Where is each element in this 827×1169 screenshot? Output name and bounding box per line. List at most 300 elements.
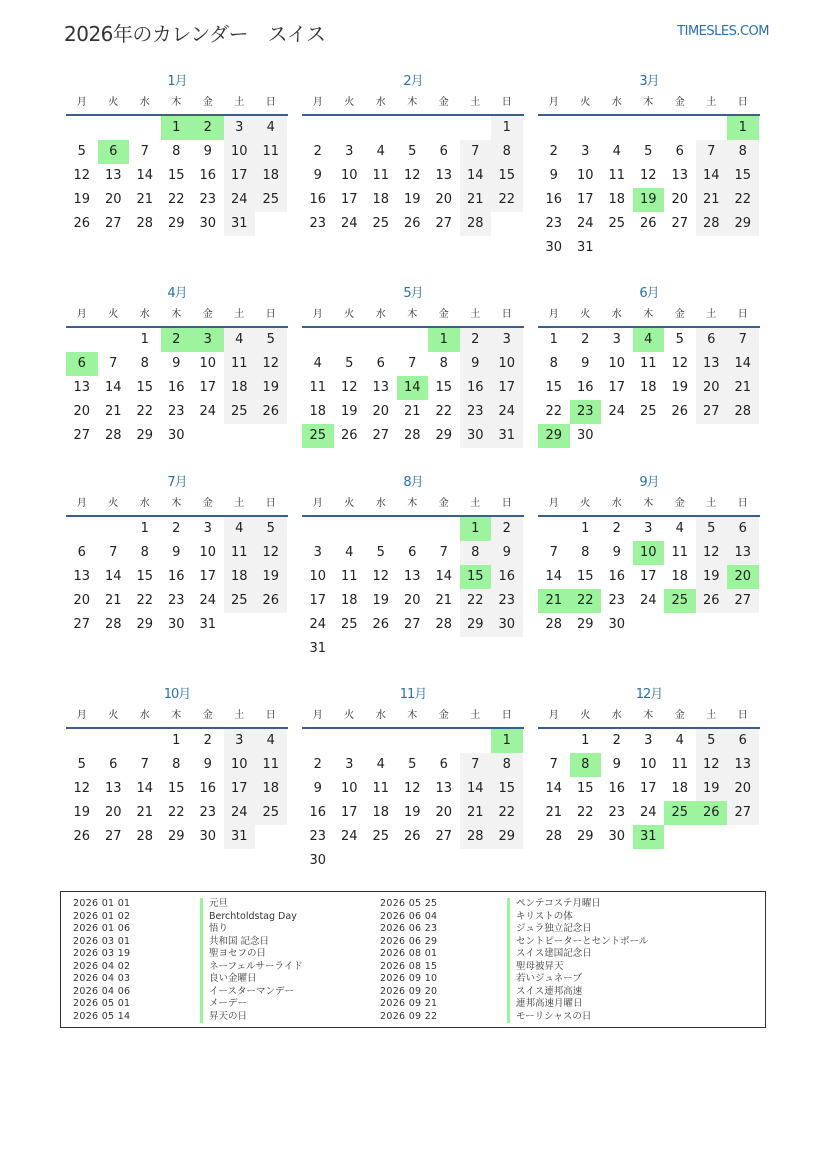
day-cell[interactable]: 28 xyxy=(104,428,122,443)
day-cell-holiday[interactable]: 3 xyxy=(192,328,224,352)
day-cell[interactable]: 20 xyxy=(435,805,453,820)
day-cell-holiday[interactable]: 25 xyxy=(664,801,696,825)
day-cell[interactable]: 10 xyxy=(224,140,256,164)
day-cell[interactable]: 22 xyxy=(545,404,563,419)
day-cell[interactable]: 21 xyxy=(545,805,563,820)
day-cell[interactable]: 24 xyxy=(199,404,217,419)
day-cell[interactable]: 8 xyxy=(549,356,558,371)
day-cell[interactable]: 28 xyxy=(104,617,122,632)
day-cell[interactable]: 20 xyxy=(104,192,122,207)
day-cell[interactable]: 14 xyxy=(136,168,154,183)
day-cell[interactable]: 18 xyxy=(639,380,657,395)
day-cell[interactable]: 8 xyxy=(491,753,523,777)
day-cell[interactable]: 27 xyxy=(104,829,122,844)
day-cell[interactable]: 16 xyxy=(608,569,626,584)
day-cell[interactable]: 11 xyxy=(340,569,358,584)
day-cell[interactable]: 15 xyxy=(576,781,594,796)
day-cell[interactable]: 7 xyxy=(549,757,558,772)
day-cell[interactable]: 11 xyxy=(255,753,287,777)
day-cell[interactable]: 20 xyxy=(671,192,689,207)
day-cell[interactable]: 8 xyxy=(460,541,492,565)
day-cell[interactable]: 4 xyxy=(224,328,256,352)
day-cell[interactable]: 15 xyxy=(435,380,453,395)
day-cell[interactable]: 13 xyxy=(671,168,689,183)
day-cell[interactable]: 8 xyxy=(439,356,448,371)
day-cell[interactable]: 22 xyxy=(491,188,523,212)
day-cell[interactable]: 16 xyxy=(167,569,185,584)
day-cell[interactable]: 22 xyxy=(576,805,594,820)
day-cell[interactable]: 27 xyxy=(104,216,122,231)
day-cell-holiday[interactable]: 1 xyxy=(428,328,460,352)
day-cell[interactable]: 25 xyxy=(639,404,657,419)
day-cell[interactable]: 28 xyxy=(136,829,154,844)
day-cell[interactable]: 25 xyxy=(372,829,390,844)
day-cell[interactable]: 5 xyxy=(408,757,417,772)
day-cell[interactable]: 24 xyxy=(224,801,256,825)
day-cell[interactable]: 7 xyxy=(460,140,492,164)
day-cell[interactable]: 20 xyxy=(372,404,390,419)
day-cell[interactable]: 23 xyxy=(608,805,626,820)
day-cell[interactable]: 21 xyxy=(104,404,122,419)
day-cell[interactable]: 15 xyxy=(136,380,154,395)
day-cell[interactable]: 27 xyxy=(73,428,91,443)
day-cell[interactable]: 24 xyxy=(639,805,657,820)
day-cell[interactable]: 3 xyxy=(644,733,653,748)
day-cell[interactable]: 24 xyxy=(340,216,358,231)
day-cell[interactable]: 18 xyxy=(608,192,626,207)
day-cell-holiday[interactable]: 10 xyxy=(633,541,665,565)
day-cell[interactable]: 19 xyxy=(255,376,287,400)
day-cell[interactable]: 28 xyxy=(460,825,492,849)
day-cell[interactable]: 26 xyxy=(372,617,390,632)
day-cell-holiday[interactable]: 19 xyxy=(633,188,665,212)
day-cell-holiday[interactable]: 2 xyxy=(192,116,224,140)
day-cell[interactable]: 18 xyxy=(372,805,390,820)
day-cell[interactable]: 25 xyxy=(340,617,358,632)
day-cell[interactable]: 7 xyxy=(109,356,118,371)
day-cell[interactable]: 14 xyxy=(136,781,154,796)
day-cell-holiday[interactable]: 1 xyxy=(161,116,193,140)
day-cell[interactable]: 8 xyxy=(491,140,523,164)
day-cell[interactable]: 30 xyxy=(167,428,185,443)
day-cell[interactable]: 6 xyxy=(376,356,385,371)
day-cell[interactable]: 20 xyxy=(435,192,453,207)
day-cell[interactable]: 26 xyxy=(255,589,287,613)
day-cell[interactable]: 10 xyxy=(491,352,523,376)
day-cell-holiday[interactable]: 23 xyxy=(570,400,602,424)
day-cell[interactable]: 8 xyxy=(140,356,149,371)
day-cell[interactable]: 9 xyxy=(460,352,492,376)
day-cell[interactable]: 18 xyxy=(372,192,390,207)
day-cell[interactable]: 13 xyxy=(727,541,759,565)
day-cell[interactable]: 13 xyxy=(403,569,421,584)
day-cell[interactable]: 19 xyxy=(696,565,728,589)
day-cell[interactable]: 5 xyxy=(408,144,417,159)
day-cell[interactable]: 18 xyxy=(255,777,287,801)
day-cell-holiday[interactable]: 4 xyxy=(633,328,665,352)
day-cell[interactable]: 15 xyxy=(167,168,185,183)
day-cell-holiday[interactable]: 1 xyxy=(460,517,492,541)
day-cell[interactable]: 27 xyxy=(435,216,453,231)
day-cell[interactable]: 9 xyxy=(581,356,590,371)
day-cell[interactable]: 22 xyxy=(136,593,154,608)
day-cell[interactable]: 16 xyxy=(545,192,563,207)
day-cell-holiday[interactable]: 25 xyxy=(664,589,696,613)
day-cell[interactable]: 19 xyxy=(255,565,287,589)
day-cell[interactable]: 4 xyxy=(255,116,287,140)
day-cell[interactable]: 10 xyxy=(608,356,626,371)
day-cell[interactable]: 10 xyxy=(639,757,657,772)
day-cell[interactable]: 17 xyxy=(199,380,217,395)
day-cell[interactable]: 29 xyxy=(576,829,594,844)
day-cell[interactable]: 30 xyxy=(167,617,185,632)
day-cell[interactable]: 4 xyxy=(675,521,684,536)
day-cell[interactable]: 31 xyxy=(224,212,256,236)
day-cell[interactable]: 16 xyxy=(199,781,217,796)
day-cell[interactable]: 5 xyxy=(696,517,728,541)
day-cell[interactable]: 18 xyxy=(340,593,358,608)
day-cell[interactable]: 30 xyxy=(608,829,626,844)
day-cell[interactable]: 8 xyxy=(727,140,759,164)
day-cell[interactable]: 17 xyxy=(639,569,657,584)
day-cell[interactable]: 8 xyxy=(172,757,181,772)
day-cell[interactable]: 30 xyxy=(608,617,626,632)
day-cell[interactable]: 3 xyxy=(313,545,322,560)
day-cell[interactable]: 3 xyxy=(345,757,354,772)
day-cell[interactable]: 16 xyxy=(491,565,523,589)
day-cell[interactable]: 2 xyxy=(549,144,558,159)
day-cell[interactable]: 15 xyxy=(576,569,594,584)
day-cell[interactable]: 6 xyxy=(109,757,118,772)
day-cell[interactable]: 9 xyxy=(203,144,212,159)
day-cell[interactable]: 6 xyxy=(439,757,448,772)
day-cell[interactable]: 20 xyxy=(403,593,421,608)
day-cell[interactable]: 26 xyxy=(73,216,91,231)
day-cell[interactable]: 8 xyxy=(172,144,181,159)
day-cell[interactable]: 25 xyxy=(255,188,287,212)
day-cell[interactable]: 13 xyxy=(73,569,91,584)
day-cell[interactable]: 29 xyxy=(460,613,492,637)
day-cell[interactable]: 16 xyxy=(460,376,492,400)
day-cell[interactable]: 10 xyxy=(199,545,217,560)
day-cell[interactable]: 16 xyxy=(576,380,594,395)
day-cell[interactable]: 21 xyxy=(403,404,421,419)
day-cell[interactable]: 25 xyxy=(372,216,390,231)
day-cell[interactable]: 30 xyxy=(491,613,523,637)
day-cell[interactable]: 19 xyxy=(73,192,91,207)
day-cell[interactable]: 5 xyxy=(77,144,86,159)
day-cell[interactable]: 2 xyxy=(313,144,322,159)
day-cell[interactable]: 13 xyxy=(435,168,453,183)
day-cell[interactable]: 11 xyxy=(224,352,256,376)
day-cell[interactable]: 28 xyxy=(545,829,563,844)
day-cell[interactable]: 20 xyxy=(73,404,91,419)
day-cell[interactable]: 15 xyxy=(491,164,523,188)
day-cell[interactable]: 31 xyxy=(576,240,594,255)
day-cell-holiday[interactable]: 31 xyxy=(633,825,665,849)
day-cell[interactable]: 25 xyxy=(224,589,256,613)
day-cell-holiday[interactable]: 25 xyxy=(302,424,334,448)
day-cell[interactable]: 16 xyxy=(167,380,185,395)
day-cell[interactable]: 11 xyxy=(255,140,287,164)
day-cell[interactable]: 6 xyxy=(439,144,448,159)
day-cell[interactable]: 18 xyxy=(671,781,689,796)
day-cell[interactable]: 9 xyxy=(172,356,181,371)
day-cell[interactable]: 10 xyxy=(576,168,594,183)
day-cell[interactable]: 9 xyxy=(612,757,621,772)
day-cell[interactable]: 25 xyxy=(255,801,287,825)
day-cell[interactable]: 29 xyxy=(727,212,759,236)
day-cell[interactable]: 13 xyxy=(104,781,122,796)
day-cell[interactable]: 22 xyxy=(727,188,759,212)
day-cell[interactable]: 21 xyxy=(136,192,154,207)
day-cell[interactable]: 29 xyxy=(491,825,523,849)
day-cell[interactable]: 18 xyxy=(224,565,256,589)
day-cell[interactable]: 9 xyxy=(203,757,212,772)
day-cell[interactable]: 21 xyxy=(727,376,759,400)
day-cell[interactable]: 30 xyxy=(199,829,217,844)
day-cell[interactable]: 26 xyxy=(255,400,287,424)
day-cell[interactable]: 23 xyxy=(199,805,217,820)
day-cell[interactable]: 11 xyxy=(224,541,256,565)
day-cell[interactable]: 30 xyxy=(576,428,594,443)
day-cell[interactable]: 8 xyxy=(140,545,149,560)
day-cell[interactable]: 2 xyxy=(612,733,621,748)
day-cell[interactable]: 23 xyxy=(460,400,492,424)
day-cell[interactable]: 23 xyxy=(491,589,523,613)
day-cell[interactable]: 28 xyxy=(696,212,728,236)
day-cell[interactable]: 31 xyxy=(224,825,256,849)
day-cell[interactable]: 7 xyxy=(439,545,448,560)
day-cell[interactable]: 3 xyxy=(203,521,212,536)
day-cell[interactable]: 19 xyxy=(372,593,390,608)
day-cell[interactable]: 27 xyxy=(403,617,421,632)
day-cell[interactable]: 12 xyxy=(403,781,421,796)
day-cell[interactable]: 6 xyxy=(727,517,759,541)
day-cell[interactable]: 10 xyxy=(309,569,327,584)
day-cell[interactable]: 24 xyxy=(576,216,594,231)
day-cell[interactable]: 28 xyxy=(403,428,421,443)
day-cell[interactable]: 13 xyxy=(372,380,390,395)
day-cell[interactable]: 24 xyxy=(491,400,523,424)
day-cell[interactable]: 12 xyxy=(696,753,728,777)
day-cell[interactable]: 3 xyxy=(644,521,653,536)
day-cell[interactable]: 23 xyxy=(199,192,217,207)
day-cell[interactable]: 16 xyxy=(608,781,626,796)
day-cell[interactable]: 5 xyxy=(696,729,728,753)
day-cell[interactable]: 4 xyxy=(376,144,385,159)
day-cell[interactable]: 14 xyxy=(460,777,492,801)
day-cell[interactable]: 6 xyxy=(77,545,86,560)
day-cell[interactable]: 7 xyxy=(549,545,558,560)
day-cell[interactable]: 9 xyxy=(313,781,322,796)
day-cell[interactable]: 3 xyxy=(581,144,590,159)
day-cell[interactable]: 25 xyxy=(224,400,256,424)
day-cell[interactable]: 22 xyxy=(167,192,185,207)
day-cell[interactable]: 9 xyxy=(313,168,322,183)
day-cell[interactable]: 12 xyxy=(696,541,728,565)
day-cell[interactable]: 3 xyxy=(224,729,256,753)
day-cell[interactable]: 21 xyxy=(104,593,122,608)
day-cell[interactable]: 26 xyxy=(73,829,91,844)
day-cell[interactable]: 17 xyxy=(224,164,256,188)
day-cell[interactable]: 1 xyxy=(491,116,523,140)
day-cell[interactable]: 2 xyxy=(203,733,212,748)
day-cell[interactable]: 13 xyxy=(435,781,453,796)
day-cell[interactable]: 14 xyxy=(696,164,728,188)
day-cell[interactable]: 9 xyxy=(172,545,181,560)
day-cell[interactable]: 19 xyxy=(696,777,728,801)
day-cell[interactable]: 12 xyxy=(255,541,287,565)
day-cell[interactable]: 26 xyxy=(639,216,657,231)
day-cell[interactable]: 18 xyxy=(255,164,287,188)
day-cell[interactable]: 21 xyxy=(136,805,154,820)
day-cell[interactable]: 21 xyxy=(460,188,492,212)
day-cell[interactable]: 13 xyxy=(696,352,728,376)
day-cell[interactable]: 16 xyxy=(309,192,327,207)
day-cell[interactable]: 29 xyxy=(136,428,154,443)
day-cell[interactable]: 26 xyxy=(671,404,689,419)
day-cell[interactable]: 11 xyxy=(608,168,626,183)
day-cell[interactable]: 24 xyxy=(608,404,626,419)
day-cell[interactable]: 2 xyxy=(612,521,621,536)
day-cell[interactable]: 19 xyxy=(403,192,421,207)
day-cell[interactable]: 15 xyxy=(727,164,759,188)
day-cell[interactable]: 27 xyxy=(671,216,689,231)
day-cell-holiday[interactable]: 14 xyxy=(397,376,429,400)
site-logo[interactable]: TIMESLES.COM xyxy=(677,24,769,39)
day-cell-holiday[interactable]: 26 xyxy=(696,801,728,825)
day-cell[interactable]: 17 xyxy=(639,781,657,796)
day-cell[interactable]: 4 xyxy=(376,757,385,772)
day-cell[interactable]: 7 xyxy=(460,753,492,777)
day-cell-holiday[interactable]: 15 xyxy=(460,565,492,589)
day-cell[interactable]: 29 xyxy=(167,216,185,231)
day-cell[interactable]: 27 xyxy=(727,801,759,825)
day-cell[interactable]: 31 xyxy=(199,617,217,632)
day-cell[interactable]: 6 xyxy=(696,328,728,352)
day-cell[interactable]: 17 xyxy=(199,569,217,584)
day-cell[interactable]: 18 xyxy=(671,569,689,584)
day-cell[interactable]: 24 xyxy=(340,829,358,844)
day-cell[interactable]: 12 xyxy=(73,168,91,183)
day-cell[interactable]: 2 xyxy=(491,517,523,541)
day-cell[interactable]: 26 xyxy=(403,829,421,844)
day-cell[interactable]: 5 xyxy=(77,757,86,772)
day-cell[interactable]: 30 xyxy=(545,240,563,255)
day-cell[interactable]: 1 xyxy=(140,332,149,347)
day-cell[interactable]: 27 xyxy=(696,400,728,424)
day-cell[interactable]: 23 xyxy=(608,593,626,608)
day-cell[interactable]: 30 xyxy=(460,424,492,448)
day-cell[interactable]: 25 xyxy=(608,216,626,231)
day-cell[interactable]: 14 xyxy=(545,569,563,584)
day-cell[interactable]: 29 xyxy=(435,428,453,443)
day-cell[interactable]: 17 xyxy=(340,192,358,207)
day-cell[interactable]: 6 xyxy=(408,545,417,560)
day-cell[interactable]: 21 xyxy=(460,801,492,825)
day-cell[interactable]: 7 xyxy=(696,140,728,164)
day-cell[interactable]: 12 xyxy=(372,569,390,584)
day-cell[interactable]: 4 xyxy=(313,356,322,371)
day-cell[interactable]: 3 xyxy=(224,116,256,140)
day-cell[interactable]: 14 xyxy=(460,164,492,188)
day-cell[interactable]: 14 xyxy=(545,781,563,796)
day-cell[interactable]: 24 xyxy=(199,593,217,608)
day-cell[interactable]: 17 xyxy=(224,777,256,801)
day-cell[interactable]: 11 xyxy=(372,168,390,183)
day-cell[interactable]: 22 xyxy=(491,801,523,825)
day-cell[interactable]: 22 xyxy=(460,589,492,613)
day-cell[interactable]: 9 xyxy=(612,545,621,560)
day-cell[interactable]: 12 xyxy=(255,352,287,376)
day-cell-holiday[interactable]: 22 xyxy=(570,589,602,613)
day-cell[interactable]: 23 xyxy=(309,216,327,231)
day-cell[interactable]: 14 xyxy=(104,569,122,584)
day-cell[interactable]: 11 xyxy=(639,356,657,371)
day-cell[interactable]: 14 xyxy=(104,380,122,395)
day-cell[interactable]: 1 xyxy=(549,332,558,347)
day-cell[interactable]: 17 xyxy=(309,593,327,608)
day-cell[interactable]: 31 xyxy=(309,641,327,656)
day-cell[interactable]: 6 xyxy=(727,729,759,753)
day-cell[interactable]: 10 xyxy=(340,781,358,796)
day-cell[interactable]: 2 xyxy=(460,328,492,352)
day-cell[interactable]: 22 xyxy=(167,805,185,820)
day-cell[interactable]: 15 xyxy=(491,777,523,801)
day-cell[interactable]: 28 xyxy=(435,617,453,632)
day-cell[interactable]: 13 xyxy=(73,380,91,395)
day-cell[interactable]: 22 xyxy=(435,404,453,419)
day-cell[interactable]: 30 xyxy=(309,853,327,868)
day-cell[interactable]: 23 xyxy=(167,593,185,608)
day-cell[interactable]: 24 xyxy=(639,593,657,608)
day-cell[interactable]: 14 xyxy=(727,352,759,376)
day-cell[interactable]: 7 xyxy=(140,757,149,772)
day-cell[interactable]: 4 xyxy=(675,733,684,748)
day-cell[interactable]: 23 xyxy=(167,404,185,419)
day-cell[interactable]: 12 xyxy=(73,781,91,796)
day-cell[interactable]: 3 xyxy=(491,328,523,352)
day-cell[interactable]: 23 xyxy=(309,829,327,844)
day-cell[interactable]: 17 xyxy=(340,805,358,820)
day-cell[interactable]: 12 xyxy=(340,380,358,395)
day-cell[interactable]: 16 xyxy=(309,805,327,820)
day-cell[interactable]: 12 xyxy=(403,168,421,183)
day-cell[interactable]: 28 xyxy=(136,216,154,231)
day-cell[interactable]: 24 xyxy=(309,617,327,632)
day-cell[interactable]: 20 xyxy=(73,593,91,608)
day-cell[interactable]: 10 xyxy=(340,168,358,183)
day-cell[interactable]: 9 xyxy=(549,168,558,183)
day-cell[interactable]: 18 xyxy=(224,376,256,400)
day-cell[interactable]: 19 xyxy=(671,380,689,395)
day-cell[interactable]: 26 xyxy=(696,589,728,613)
day-cell[interactable]: 7 xyxy=(727,328,759,352)
day-cell[interactable]: 27 xyxy=(73,617,91,632)
day-cell[interactable]: 30 xyxy=(199,216,217,231)
day-cell[interactable]: 11 xyxy=(671,545,689,560)
day-cell[interactable]: 4 xyxy=(345,545,354,560)
day-cell[interactable]: 18 xyxy=(309,404,327,419)
day-cell[interactable]: 15 xyxy=(545,380,563,395)
day-cell[interactable]: 28 xyxy=(460,212,492,236)
day-cell[interactable]: 20 xyxy=(727,777,759,801)
day-cell[interactable]: 21 xyxy=(696,188,728,212)
day-cell-holiday[interactable]: 1 xyxy=(491,729,523,753)
day-cell[interactable]: 26 xyxy=(340,428,358,443)
day-cell[interactable]: 23 xyxy=(545,216,563,231)
